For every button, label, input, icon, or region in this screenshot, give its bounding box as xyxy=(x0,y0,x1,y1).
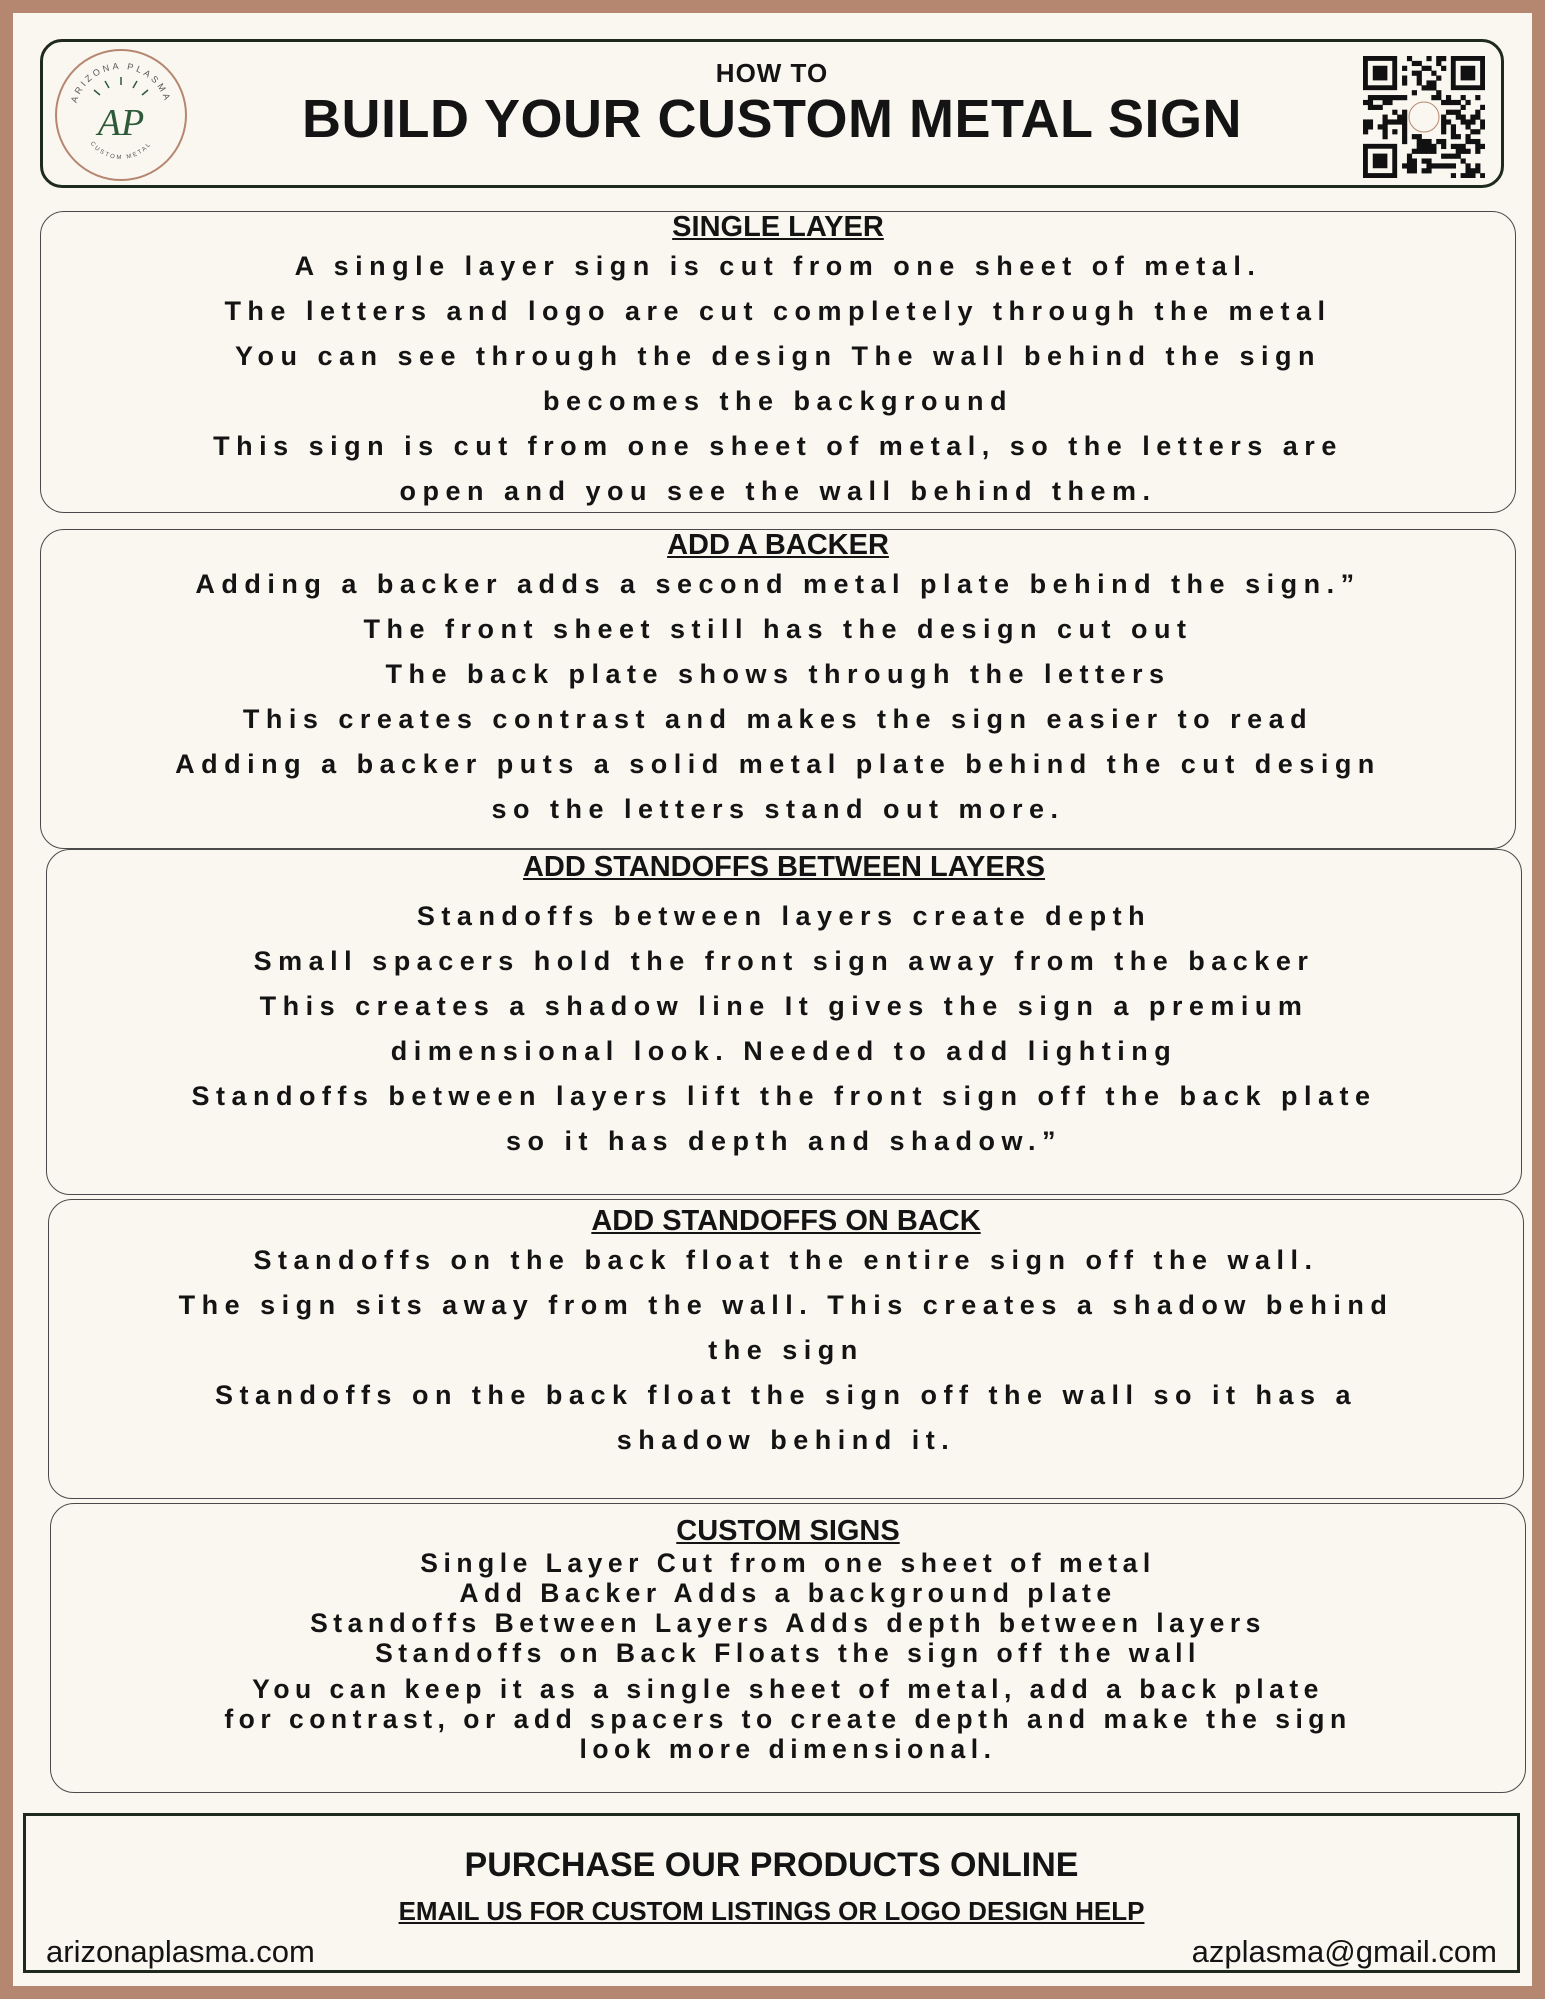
section-line: You can see through the design The wall behind the sign xyxy=(234,341,1322,371)
section-line: Small spacers hold the front sign away from the backer xyxy=(253,946,1315,976)
section-line: so it has depth and shadow.” xyxy=(505,1126,1063,1156)
section-line: Standoffs between layers create depth xyxy=(416,901,1152,931)
section-single-layer xyxy=(40,211,1516,513)
section-line: shadow behind it. xyxy=(616,1425,956,1455)
section-line: the sign xyxy=(708,1335,864,1365)
email-link[interactable]: azplasma@gmail.com xyxy=(1191,1934,1497,1969)
section-line: Standoffs on the back float the entire sign off the wall. xyxy=(253,1245,1319,1275)
section-body xyxy=(49,1238,1523,1463)
section-line: for contrast, or add spacers to create depth and make the sign xyxy=(224,1704,1352,1734)
header-box xyxy=(40,39,1504,188)
section-line: Standoffs on Back Floats the sign off the wall xyxy=(375,1638,1201,1668)
qr-code-icon[interactable] xyxy=(1363,56,1485,178)
section-line: Add Backer Adds a background plate xyxy=(459,1578,1117,1608)
page-title: BUILD YOUR CUSTOM METAL SIGN xyxy=(301,89,1243,149)
section-line: dimensional look. Needed to add lighting xyxy=(390,1036,1178,1066)
section-line: The sign sits away from the wall. This creates a shadow behind xyxy=(178,1290,1394,1320)
website-link[interactable]: arizonaplasma.com xyxy=(46,1934,315,1969)
footer-box xyxy=(23,1813,1520,1973)
section-heading: ADD STANDOFFS ON BACK xyxy=(591,1205,981,1237)
section-custom-signs xyxy=(50,1503,1526,1793)
email-cta-link[interactable]: EMAIL US FOR CUSTOM LISTINGS OR LOGO DESIGN HELP xyxy=(398,1896,1145,1926)
section-line: Single Layer Cut from one sheet of metal xyxy=(420,1548,1156,1578)
svg-text:AP: AP xyxy=(97,102,145,144)
section-line: becomes the background xyxy=(542,386,1014,416)
section-line: This sign is cut from one sheet of metal, so the letters are xyxy=(213,431,1343,461)
section-line: Standoffs Between Layers Adds depth between layers xyxy=(310,1608,1266,1638)
svg-text:ARIZONA PLASMA: ARIZONA PLASMA xyxy=(68,60,174,104)
section-line: This creates a shadow line It gives the sign a premium xyxy=(259,991,1309,1021)
section-line: open and you see the wall behind them. xyxy=(399,476,1157,506)
section-heading: ADD A BACKER xyxy=(667,529,889,561)
purchase-cta: PURCHASE OUR PRODUCTS ONLINE xyxy=(464,1846,1079,1884)
section-line: Adding a backer puts a solid metal plate behind the cut design xyxy=(175,749,1381,779)
section-line: The front sheet still has the design cut out xyxy=(363,614,1193,644)
section-body xyxy=(51,1548,1525,1764)
section-line: The back plate shows through the letters xyxy=(385,659,1171,689)
svg-text:CUSTOM METAL: CUSTOM METAL xyxy=(88,140,154,162)
section-line: so the letters stand out more. xyxy=(491,794,1065,824)
section-line: This creates contrast and makes the sign easier to read xyxy=(242,704,1314,734)
section-body xyxy=(47,894,1521,1164)
section-standoffs-on-back xyxy=(48,1199,1524,1499)
section-heading: CUSTOM SIGNS xyxy=(676,1515,900,1547)
section-body xyxy=(41,244,1515,514)
section-standoffs-between-layers xyxy=(46,849,1522,1195)
page xyxy=(13,13,1532,1986)
section-line: You can keep it as a single sheet of metal, add a back plate xyxy=(252,1674,1324,1704)
section-line: Adding a backer adds a second metal plate behind the sign.” xyxy=(195,569,1361,599)
section-body xyxy=(41,562,1515,832)
section-line: A single layer sign is cut from one sheet of metal. xyxy=(294,251,1262,281)
page-kicker: HOW TO xyxy=(715,58,829,88)
section-heading: SINGLE LAYER xyxy=(672,211,884,243)
section-heading: ADD STANDOFFS BETWEEN LAYERS xyxy=(522,851,1046,883)
section-line: Standoffs on the back float the sign off the wall so it has a xyxy=(214,1380,1358,1410)
section-line: Standoffs between layers lift the front sign off the back plate xyxy=(191,1081,1377,1111)
section-add-a-backer xyxy=(40,529,1516,849)
section-line: look more dimensional. xyxy=(579,1734,997,1764)
section-line: The letters and logo are cut completely through the metal xyxy=(224,296,1332,326)
